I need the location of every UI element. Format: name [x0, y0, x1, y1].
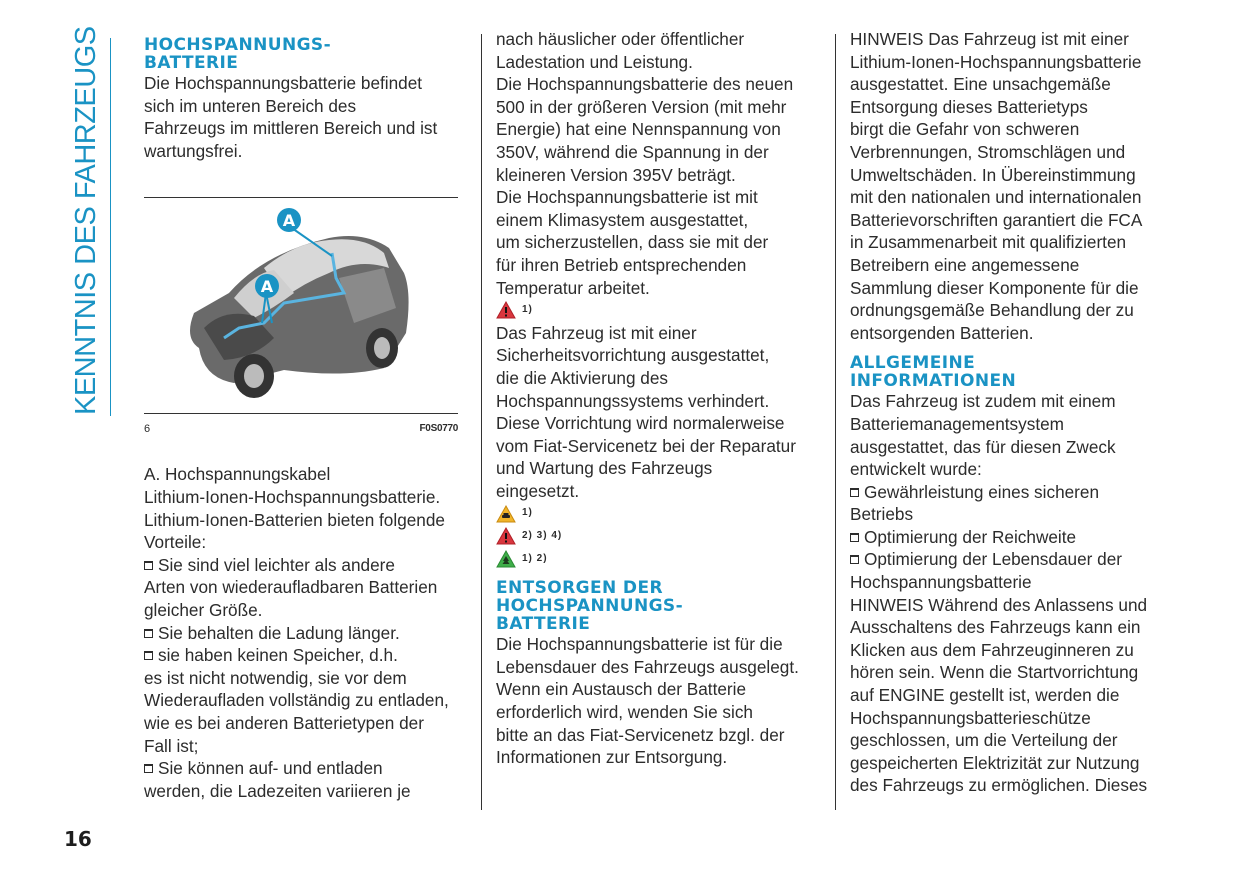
paragraph: [850, 390, 1170, 480]
text-line: Ausschaltens des Fahrzeugs kann ein: [850, 617, 1141, 638]
figure-caption: [144, 422, 458, 436]
figure-bottom-rule: [144, 413, 458, 414]
heading-line: BATTERIE: [144, 53, 239, 73]
list-item: [850, 526, 1170, 549]
text-line: Hochspannungsbatterie: [850, 572, 1032, 593]
environment-reference: [496, 548, 816, 571]
list-item: [850, 481, 1170, 526]
text-line: eingesetzt.: [496, 480, 580, 501]
text-line: Temperatur arbeitet.: [496, 277, 650, 298]
text-line: Batteriemanagementsystem: [850, 413, 1064, 434]
text-line: Lithium-Ionen-Hochspannungsbatterie.: [144, 486, 441, 507]
figure-code: F0S0770: [419, 423, 458, 435]
text-line: HINWEIS Während des Anlassens und: [850, 594, 1148, 615]
text-line: Fahrzeugs im mittleren Bereich und ist: [144, 118, 438, 139]
text-line: geschlossen, um die Verteilung der: [850, 730, 1118, 751]
text-line: Fall ist;: [144, 735, 199, 756]
heading-line: HOCHSPANNUNGS-: [144, 35, 332, 55]
text-line: Ladestation und Leistung.: [496, 51, 693, 72]
section-heading-allgemeine-informationen: [850, 354, 1170, 390]
text-line: Betreibern eine angemessene: [850, 254, 1080, 275]
warning-red-icon: [496, 301, 516, 319]
text-line: hören sein. Wenn die Startvorrichtung: [850, 662, 1139, 683]
column-3: [850, 28, 1170, 797]
paragraph: [496, 322, 816, 503]
text-line: Optimierung der Reichweite: [850, 526, 1170, 549]
text-line: HINWEIS Das Fahrzeug ist mit einer: [850, 29, 1129, 49]
text-line: birgt die Gefahr von schweren: [850, 119, 1080, 140]
heading-line: HOCHSPANNUNGS-: [496, 596, 684, 617]
intro-paragraph: [144, 72, 464, 162]
text-line: auf ENGINE gestellt ist, werden die: [850, 685, 1120, 706]
text-line: erforderlich wird, wenden Sie sich: [496, 702, 753, 723]
reference-numbers: 1) 2): [522, 552, 548, 564]
note-paragraph: [850, 28, 1170, 344]
text-line: Umweltschäden. In Übereinstimmung: [850, 164, 1136, 185]
environment-tree-icon: [496, 550, 516, 568]
caution-reference: [496, 502, 816, 525]
text-line: 500 in der größeren Version (mit mehr: [496, 96, 787, 117]
heading-line: ENTSORGEN DER: [496, 578, 663, 599]
text-line: Wenn ein Austausch der Batterie: [496, 679, 747, 700]
text-line: Die Hochspannungsbatterie ist mit: [496, 187, 758, 208]
text-line: sich im unteren Bereich des: [144, 95, 357, 116]
chapter-title: KENNTNIS DES FAHRZEUGS: [70, 26, 102, 415]
text-line: Verbrennungen, Stromschlägen und: [850, 141, 1126, 162]
advantages-list: [144, 554, 464, 803]
column-divider: [481, 34, 482, 810]
text-line: Lithium-Ionen-Batterien bieten folgende: [144, 509, 445, 530]
warning-reference: [496, 525, 816, 548]
text-line: Lithium-Ionen-Hochspannungsbatterie: [850, 51, 1142, 72]
text-line: 350V, während die Spannung in der: [496, 141, 769, 162]
section-heading-entsorgen: [496, 579, 816, 633]
text-line: kleineren Version 395V beträgt.: [496, 164, 736, 185]
text-line: entwickelt wurde:: [850, 459, 982, 480]
text-line: Die Hochspannungsbatterie befindet: [144, 73, 423, 93]
text-line: Hochspannungsbatterieschütze: [850, 707, 1091, 728]
list-item: [144, 644, 464, 757]
text-line: Lebensdauer des Fahrzeugs ausgelegt.: [496, 656, 799, 677]
text-line: und Wartung des Fahrzeugs: [496, 458, 713, 479]
figure-car-battery: [144, 197, 458, 436]
text-line: entsorgenden Batterien.: [850, 322, 1034, 343]
text-line: Sie können auf- und entladen: [144, 757, 464, 780]
warning-red-icon: [496, 527, 516, 545]
text-line: wie es bei anderen Batterietypen der: [144, 712, 424, 733]
heading-line: INFORMATIONEN: [850, 371, 1017, 392]
list-item: [850, 548, 1170, 593]
text-line: für ihren Betrieb entsprechenden: [496, 254, 747, 275]
reference-numbers: 2) 3) 4): [522, 530, 563, 542]
features-list: [850, 481, 1170, 594]
text-line: A. Hochspannungskabel: [144, 464, 331, 485]
column-1: [144, 28, 464, 802]
text-line: wartungsfrei.: [144, 140, 243, 161]
text-line: Wiederaufladen vollständig zu entladen,: [144, 690, 449, 711]
page-number: 16: [64, 827, 92, 851]
heading-line: BATTERIE: [496, 614, 591, 635]
text-line: Energie) hat eine Nennspannung von: [496, 119, 781, 140]
callout-label-a: A: [260, 277, 274, 297]
text-line: Optimierung der Lebensdauer der: [850, 548, 1170, 571]
text-line: in Zusammenarbeit mit qualifizierten: [850, 232, 1127, 253]
heading-line: ALLGEMEINE: [850, 353, 976, 374]
reference-numbers: 1): [522, 507, 533, 519]
text-line: Gewährleistung eines sicheren: [850, 481, 1170, 504]
list-item: [144, 554, 464, 622]
figure-number: 6: [144, 423, 151, 436]
text-line: Batterievorschriften garantiert die FCA: [850, 209, 1143, 230]
text-line: Sammlung dieser Komponente für die: [850, 277, 1139, 298]
text-line: gespeicherten Elektrizität zur Nutzung: [850, 752, 1140, 773]
text-line: gleicher Größe.: [144, 599, 263, 620]
text-line: bitte an das Fiat-Servicenetz bzgl. der: [496, 724, 785, 745]
chapter-side-tab: [66, 26, 106, 415]
callout-label-a: A: [282, 211, 296, 231]
paragraph: [496, 28, 816, 299]
text-line: einem Klimasystem ausgestattet,: [496, 209, 749, 230]
car-illustration: [144, 198, 458, 413]
list-item: [144, 757, 464, 802]
text-line: um sicherzustellen, dass sie mit der: [496, 232, 769, 253]
text-line: Diese Vorrichtung wird normalerweise: [496, 413, 785, 434]
reference-numbers: 1): [522, 304, 533, 316]
text-line: Informationen zur Entsorgung.: [496, 747, 728, 768]
text-line: Klicken aus dem Fahrzeuginneren zu: [850, 639, 1134, 660]
text-line: Vorteile:: [144, 532, 207, 553]
text-line: ordnungsgemäße Behandlung der zu: [850, 300, 1134, 321]
text-line: Betriebs: [850, 504, 914, 525]
text-line: des Fahrzeugs zu ermöglichen. Dieses: [850, 775, 1148, 796]
column-divider: [835, 34, 836, 810]
text-line: vom Fiat-Servicenetz bei der Reparatur: [496, 435, 796, 456]
text-line: ausgestattet. Eine unsachgemäße: [850, 74, 1111, 95]
caution-car-icon: [496, 505, 516, 523]
list-item: [144, 622, 464, 645]
text-line: Die Hochspannungsbatterie ist für die: [496, 634, 783, 655]
note-paragraph: [850, 594, 1170, 797]
text-line: werden, die Ladezeiten variieren je: [144, 780, 411, 801]
text-line: die die Aktivierung des: [496, 367, 668, 388]
text-line: mit den nationalen und internationalen: [850, 187, 1142, 208]
text-line: es ist nicht notwendig, sie vor dem: [144, 667, 407, 688]
car-image-icon: [144, 198, 458, 413]
text-line: nach häuslicher oder öffentlicher: [496, 29, 745, 49]
text-line: sie haben keinen Speicher, d.h.: [144, 644, 464, 667]
text-line: ausgestattet, das für diesen Zweck: [850, 436, 1116, 457]
column-2: [496, 28, 816, 769]
text-line: Entsorgung dieses Batterietyps: [850, 96, 1088, 117]
legend-text: [144, 463, 464, 553]
text-line: Arten von wiederaufladbaren Batterien: [144, 577, 438, 598]
text-line: Hochspannungssystems verhindert.: [496, 390, 770, 411]
text-line: Sicherheitsvorrichtung ausgestattet,: [496, 345, 770, 366]
chapter-divider: [110, 38, 111, 416]
text-line: Das Fahrzeug ist zudem mit einem: [850, 391, 1116, 412]
text-line: Sie sind viel leichter als andere: [144, 554, 464, 577]
section-heading-hochspannungsbatterie: [144, 36, 464, 72]
warning-reference: [496, 299, 816, 322]
text-line: Die Hochspannungsbatterie des neuen: [496, 74, 794, 95]
text-line: Sie behalten die Ladung länger.: [144, 622, 464, 645]
text-line: Das Fahrzeug ist mit einer: [496, 322, 697, 343]
paragraph: [496, 633, 816, 769]
